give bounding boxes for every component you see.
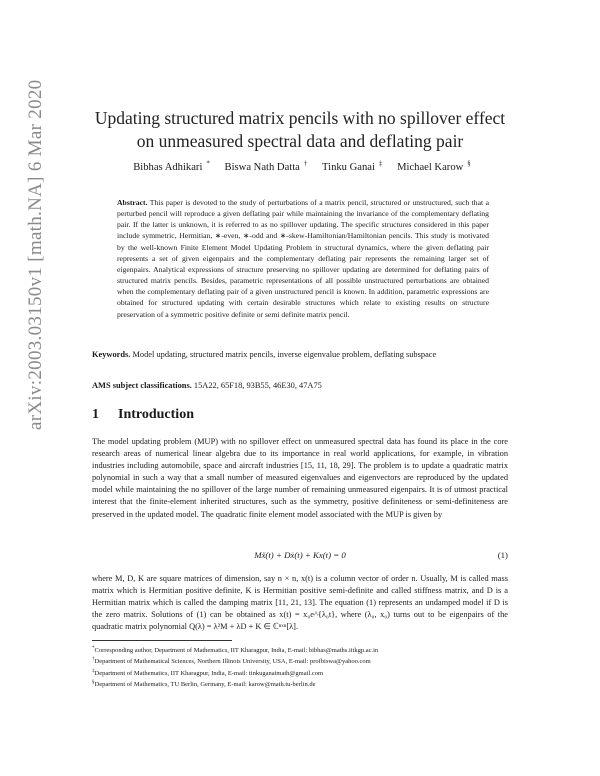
footnote-mark: §	[92, 680, 95, 686]
equation-1	[92, 550, 508, 564]
author-mark: §	[467, 159, 471, 167]
footnote-mark: ‡	[92, 668, 95, 674]
paper-title: Updating structured matrix pencils with no spillover effect on unmeasured spectral data and deflating pair	[94, 108, 506, 151]
equation-number: (1)	[497, 550, 508, 560]
footnote-rule	[92, 640, 232, 641]
abstract-label: Abstract.	[117, 198, 148, 207]
footnote-mark: *	[92, 646, 95, 651]
intro-paragraph: The model updating problem (MUP) with no spillover effect on unmeasured spectral data has found its place in the core research areas of numerical linear algebra due to its importance in real world applications, for example, in vibration industries including automobile, space and aircraft industries [15, 11, 18, 29]. The problem is to update a quadratic matrix polynomial in such a way that a small number of measured eigenvalues and eigenvectors are reproduced by the updated model while maintaining the no spillover of the large number of remaining unmeasured eigenpairs. It is of utmost practical interest that the finite-element inherited structures, such as the symmetry, positive definiteness or semi-definiteness are preserved in the updated model. The quadratic finite element model associated with the MUP is given by	[92, 437, 508, 519]
keywords-label: Keywords.	[92, 350, 131, 359]
keywords	[92, 349, 508, 360]
author	[221, 159, 308, 173]
paragraph-after-equation: where M, D, K are square matrices of dimension, say n × n, x(t) is a column vector of order n. Usually, M is called mass matrix which is Hermitian positive definite, K is Hermitian positive semi-definite and called stiffness matrix, and D is a Hermitian matrix which is called the damping matrix [11, 21, 13]. The equation (1) represents an undamped model if D is the zero matrix. Solutions of (1) can be obtained as x(t) = x₀e^{λ₀t}, where (λ₀, x₀) turns out to be eigenpairs of the quadratic matrix polynomial Q(λ) = λ²M + λD + K ∈ ℂⁿˣⁿ[λ].	[92, 574, 508, 632]
footnote-mark: †	[92, 657, 95, 663]
section-title: Introduction	[118, 407, 194, 422]
abstract-text: This paper is devoted to the study of perturbations of a matrix pencil, structured or unstructured, such that a perturbed pencil will reproduce a given deflating pair while maintaining the invariance of the complementary deflating pair. If the latter is unknown, it is referred to as no spillover updating. The specific structures considered in this paper include symmetric, Hermitian, ∗-even, ∗-odd and ∗-skew-Hamiltonian/Hamiltonian pencils. This study is motivated by the well-known Finite Element Model Updating Problem in structural dynamics, where the given deflating pair represents a set of given eigenpairs and the complementary deflating pair represents the remaining larger set of eigenpairs. Analytical expressions of structure preserving no spillover updating are determined for deflating pairs of structured matrix pencils. Besides, parametric representations of all possible unstructured perturbations are obtained when the complementary deflating pair of a given unstructured pencil is known. In addition, parametric expressions are obtained for structured updating with certain desirable structures which relate to existing results on structure preservation of a symmetric positive definite or semi definite matrix pencil.	[117, 198, 489, 319]
author-name: Tinku Ganai	[322, 161, 375, 173]
section-heading	[92, 407, 194, 423]
ams-text: 15A22, 65F18, 93B55, 46E30, 47A75	[193, 381, 322, 390]
footnote	[92, 667, 508, 678]
footnote	[92, 655, 508, 666]
ams-label: AMS subject classifications.	[92, 381, 192, 390]
footnotes	[92, 644, 508, 689]
section-number: 1	[92, 407, 99, 422]
footnote	[92, 644, 508, 655]
author-mark: †	[303, 159, 308, 167]
footnote-text: Department of Mathematics, IIT Kharagpur, India, E-mail: tinkuganaimath@gmail.com	[94, 669, 324, 677]
footnote	[92, 678, 508, 689]
author	[318, 159, 383, 173]
author-mark: *	[206, 159, 210, 167]
author-name: Bibhas Adhikari	[133, 161, 203, 173]
author-list	[88, 159, 512, 173]
abstract	[117, 197, 489, 320]
ams-classifications	[92, 381, 508, 390]
arxiv-identifier-stamp: arXiv:2003.03150v1 [math.NA] 6 Mar 2020	[25, 79, 46, 430]
footnote-text: Department of Mathematical Sciences, Northern Illinois University, USA, E-mail: profbiswa@yahoo.com	[94, 658, 371, 666]
author	[393, 159, 471, 173]
author	[129, 159, 210, 173]
author-name: Biswa Nath Datta	[224, 161, 300, 173]
footnote-text: Corresponding author, Department of Mathematics, IIT Kharagpur, India, E-mail: bibhas@maths.iitkgp.ac.in	[94, 647, 379, 655]
author-name: Michael Karow	[397, 161, 464, 173]
author-mark: ‡	[378, 159, 383, 167]
footnote-text: Department of Mathematics, TU Berlin, Germany, E-mail: karow@math.tu-berlin.de	[94, 681, 316, 689]
equation-expression: Mẍ(t) + Dẋ(t) + Kx(t) = 0	[254, 550, 346, 560]
keywords-text: Model updating, structured matrix pencils, inverse eigenvalue problem, deflating subspace	[132, 350, 437, 359]
